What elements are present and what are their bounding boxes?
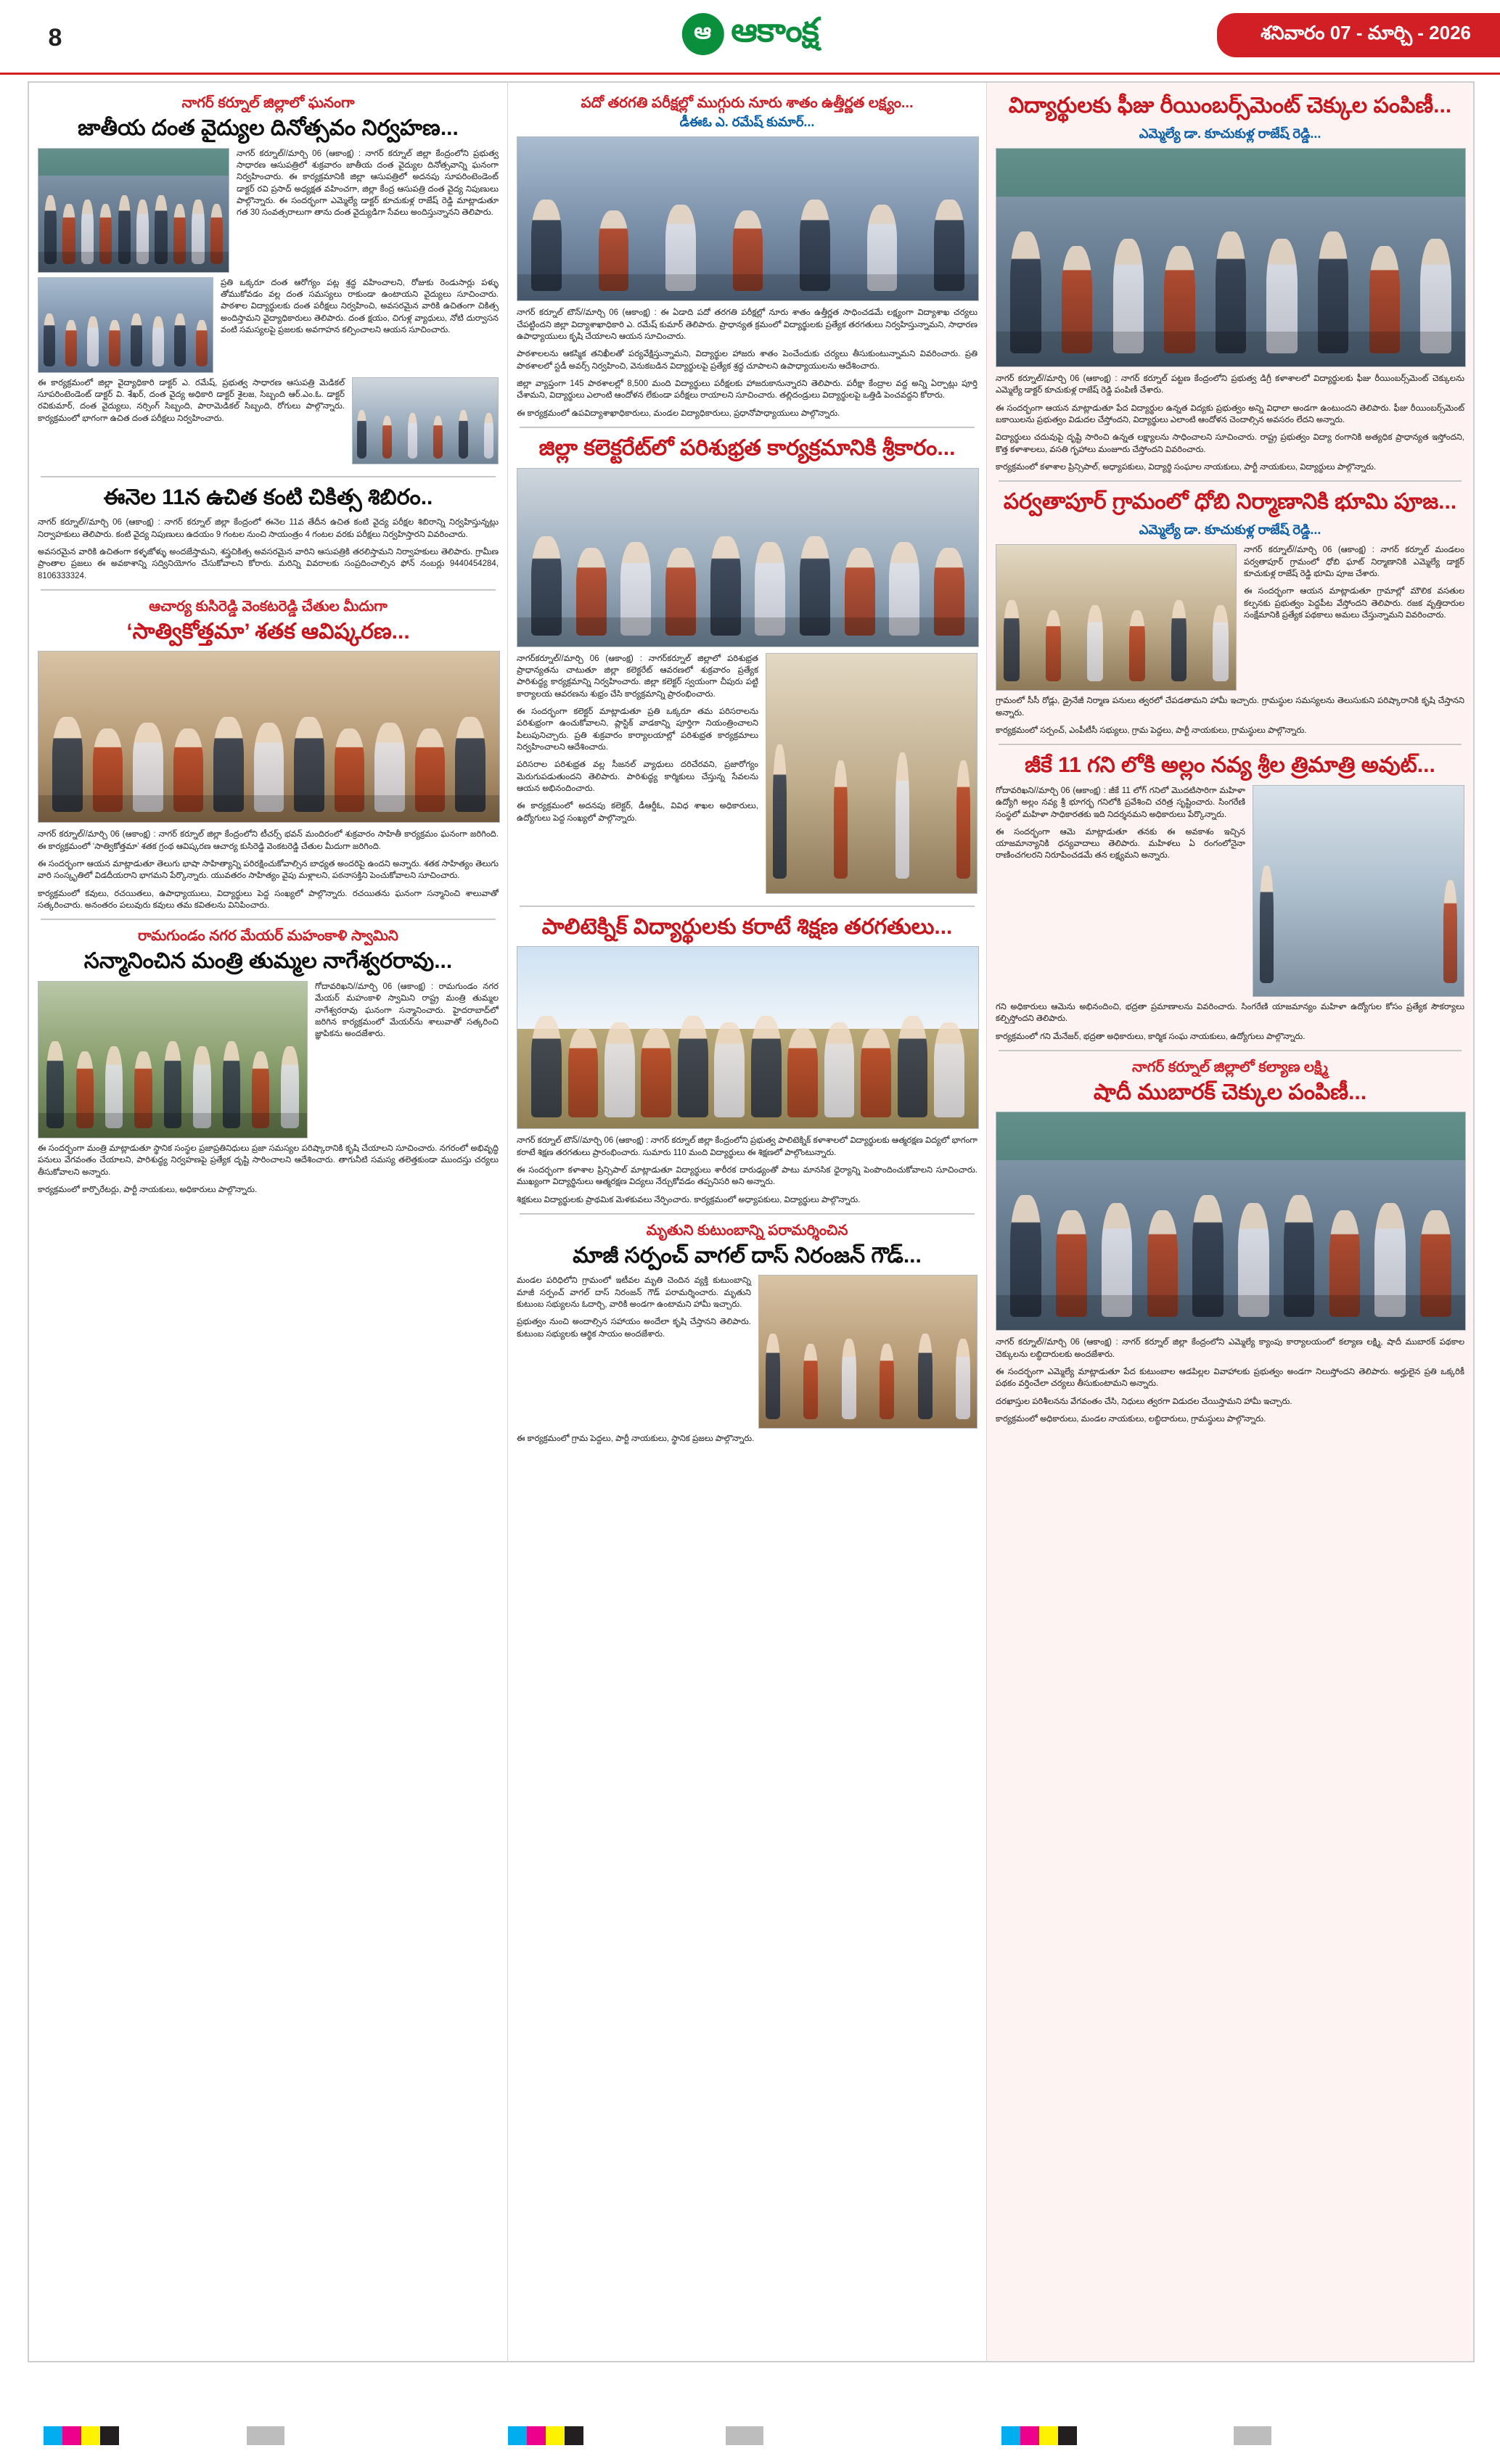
article-paragraph: ఈ కార్యక్రమంలో గ్రామ పెద్దలు, పార్టీ నాయకులు, స్థానిక ప్రజలు పాల్గొన్నారు. <box>517 1434 755 1444</box>
swatch-grey <box>1234 2426 1253 2445</box>
article-headline: పాలిటెక్నిక్ విద్యార్థులకు కరాటే శిక్షణ తరగతులు... <box>541 914 953 939</box>
article-fee-reimbursement <box>996 93 1464 473</box>
article-kicker: పదో తరగతి పరీక్షల్లో ముగ్గురు నూరు శాతం ఉత్తీర్ణత లక్ష్యం... <box>581 95 914 111</box>
article-paragraph: నాగర్ కర్నూల్ టౌన్//మార్చి 06 (ఆకాంక్ష) : ఈ ఏడాది పదో తరగతి పరీక్షల్లో నూరు శాతం ఉత్తీర్ణత సాధించడమే లక్ష్యంగా విద్యాశాఖ చర్యలు చేపట్టిందని జిల్లా విద్యాశాఖాధికారి ఎ. రమేష్ కుమార్ తెలిపారు. ప్రాధాన్యత క్రమంలో విద్యార్థులకు ప్రత్యేక తరగతులు నిర్వహిస్తున్నామని, సాధారణ ఉపాధ్యాయులు కృషి చేయాలని ఆయన సూచించారు. <box>517 308 978 342</box>
fee-cheque-distribution-photo <box>996 148 1466 367</box>
article-paragraph: మండల పరిధిలోని గ్రామంలో ఇటీవల మృతి చెందిన వ్యక్తి కుటుంబాన్ని మాజీ సర్పంచ్ వాగల్ దాస్ నిరంజన్ గౌడ్ పరామర్శించారు. మృతుని కుటుంబ సభ్యులను ఓదార్చి, వారికి అండగా ఉంటామని హామీ ఇచ్చారు. <box>517 1276 751 1310</box>
article-headline: ఈనెల 11న ఉచిత కంటి చికిత్స శిబిరం.. <box>103 485 433 509</box>
article-paragraph: ఈ సందర్భంగా ఆయన మాట్లాడుతూ గ్రామాల్లో మౌలిక వసతుల కల్పనకు ప్రభుత్వం పెద్దపీట వేస్తోందని తెలిపారు. రజక వృత్తిదారుల సంక్షేమానికి ప్రత్యేక పథకాలు అమలు చేస్తున్నామని వివరించారు. <box>1244 587 1464 620</box>
article-paragraph: నాగర్ కర్నూల్//మార్చి 06 (ఆకాంక్ష) : నాగర్ కర్నూల్ జిల్లా కేంద్రంలోని ప్రభుత్వ సాధారణ ఆసుపత్రిలో శుక్రవారం జాతీయ దంత వైద్యుల దినోత్సవాన్ని ఘనంగా నిర్వహించారు. ఈ కార్యక్రమానికి జిల్లా ఆసుపత్రిలో అదనపు సూపరింటెండెంట్ డాక్టర్ రవి ప్రసాద్ అధ్యక్షత వహించగా, జిల్లా కేంద్ర ఆసుపత్రి దంత వైద్య నిపుణులు పాల్గొన్నారు. ఈ సందర్భంగా ఎమ్మెల్యే డాక్టర్ కూచుకుళ్ల రాజేష్ రెడ్డి మాట్లాడుతూ గత 30 సంవత్సరాలుగా తాను దంత వైద్యుడిగా సేవలు అందిస్తున్నానని తెలిపారు. <box>237 149 499 218</box>
divider <box>999 744 1462 745</box>
divider <box>41 476 496 477</box>
column-2 <box>508 83 987 2361</box>
color-bar-group <box>247 2426 284 2445</box>
article-condolence-visit <box>517 1222 978 1445</box>
divider <box>41 589 496 591</box>
publication-name: ఆకాంక్ష <box>731 11 819 49</box>
swatch-black <box>100 2426 119 2445</box>
article-paragraph: ఈ కార్యక్రమంలో అదనపు కలెక్టర్, డీఆర్డీఓ, వివిధ శాఖల అధికారులు, ఉద్యోగులు పెద్ద సంఖ్యలో పాల్గొన్నారు. <box>517 802 758 823</box>
page-number: 8 <box>35 19 75 57</box>
divider <box>999 480 1462 482</box>
divider <box>520 427 975 428</box>
article-paragraph: జిల్లా వ్యాప్తంగా 145 పాఠశాలల్లో 8,500 మంది విద్యార్థులు పరీక్షలకు హాజరుకానున్నారని తెలిపారు. పరీక్షా కేంద్రాల వద్ద అన్ని ఏర్పాట్లు పూర్తి చేశామని, విద్యార్థులు ఎలాంటి ఆందోళన లేకుండా పరీక్షలు రాయాలని సూచించారు. తల్లిదండ్రులు విద్యార్థులపై ఒత్తిడి పెంచవద్దని కోరారు. <box>517 379 978 401</box>
logo-mark-icon: ఆ <box>681 13 724 55</box>
article-paragraph: కార్యక్రమంలో కవులు, రచయితలు, ఉపాధ్యాయులు, విద్యార్థులు పెద్ద సంఖ్యలో పాల్గొన్నారు. రచయితను ఘనంగా సన్మానించి శాలువాతో సత్కరించారు. అనంతరం పలువురు కవులు తమ కవితలను వినిపించారు. <box>38 889 499 911</box>
divider <box>520 1213 975 1215</box>
article-paragraph: ఈ సందర్భంగా ఆయన మాట్లాడుతూ తెలుగు భాషా సాహిత్యాన్ని పరిరక్షించుకోవాల్సిన బాధ్యత అందరిపై ఉందని అన్నారు. శతక సాహిత్యం తెలుగు వారి సంస్కృతిలో విడదీయరాని భాగమని పేర్కొన్నారు. యువతరం సాహిత్యం వైపు మళ్లాలని, పఠనాసక్తిని పెంచుకోవాలని సూచించారు. <box>38 860 499 881</box>
bhoomi-puja-photo <box>996 544 1237 691</box>
article-paragraph: కార్యక్రమంలో గని మేనేజర్, భద్రతా అధికారులు, కార్మిక సంఘ నాయకులు, ఉద్యోగులు పాల్గొన్నారు. <box>996 1032 1306 1041</box>
swatch-yellow <box>81 2426 100 2445</box>
woman-miner-photo <box>1253 785 1464 997</box>
color-bar-group <box>1001 2426 1077 2445</box>
article-headline: జిల్లా కలెక్టరేట్‌లో పరిశుభ్రత కార్యక్రమానికి శ్రీకారం... <box>538 436 956 461</box>
article-headline: మాజీ సర్పంచ్ వాగల్ దాస్ నిరంజన్ గౌడ్... <box>573 1243 922 1268</box>
article-headline: విద్యార్థులకు ఫీజు రీయింబర్స్‌మెంట్ చెక్కుల పంపిణీ... <box>1008 94 1452 118</box>
article-headline: సన్మానించిన మంత్రి తుమ్మల నాగేశ్వరరావు... <box>83 949 453 974</box>
article-paragraph: పాఠశాలలను ఆకస్మిక తనిఖీలతో పర్యవేక్షిస్తున్నామని, విద్యార్థుల హాజరు శాతం పెంచేందుకు చర్యలు తీసుకుంటున్నామని వివరించారు. ప్రతి పాఠశాలలో స్టడీ అవర్స్ నిర్వహించి, వెనుకబడిన విద్యార్థులపై ప్రత్యేక శ్రద్ధ చూపాలని ఉపాధ్యాయులను ఆదేశించారు. <box>517 350 978 371</box>
article-paragraph: ఈ సందర్భంగా కళాశాల ప్రిన్సిపాల్ మాట్లాడుతూ విద్యార్థులు శారీరక దారుఢ్యంతో పాటు మానసిక ధైర్యాన్ని పెంపొందించుకోవాలని సూచించారు. ముఖ్యంగా విద్యార్థినులు ఆత్మరక్షణ విద్యలు నేర్చుకోవడం తప్పనిసరి అని అన్నారు. <box>517 1165 978 1187</box>
article-paragraph: కార్యక్రమంలో అధికారులు, మండల నాయకులు, లబ్ధిదారులు, గ్రామస్థులు పాల్గొన్నారు. <box>996 1415 1266 1424</box>
article-collectorate-cleanliness <box>517 435 978 898</box>
article-paragraph: గోదావరిఖని//మార్చి 06 (ఆకాంక్ష) : జీకే 11 లోగ్ గనిలో మొదటిసారిగా మహిళా ఉద్యోగి అల్లం నవ్య శ్రీ భూగర్భ గనిలోకి ప్రవేశించి చరిత్ర సృష్టించారు. సింగరేణి సంస్థలో మహిళా సాధికారతకు ఇది నిదర్శనమని అధికారులు పేర్కొన్నారు. <box>996 786 1245 819</box>
swatch-grey <box>745 2426 763 2445</box>
swatch-cyan <box>1001 2426 1020 2445</box>
article-paragraph: ప్రతి ఒక్కరూ దంత ఆరోగ్యం పట్ల శ్రద్ధ వహించాలని, రోజుకు రెండుసార్లు పళ్ళు తోముకోవడం వల్ల దంత సమస్యలు రాకుండా ఉంటాయని వైద్యులు సూచించారు. పాఠశాల విద్యార్థులకు దంత పరీక్షలు నిర్వహించి, అవసరమైన వారికి ఉచితంగా చికిత్స అందిస్తామని వైద్యాధికారులు తెలిపారు. దంత క్షయం, చిగుళ్ల వ్యాధులు, నోటి దుర్వాసన వంటి సమస్యలపై ప్రజలకు అవగాహన కల్పించాలని ఆయన సూచించారు. <box>221 278 499 334</box>
article-paragraph: నాగర్ కర్నూల్//మార్చి 06 (ఆకాంక్ష) : నాగర్ కర్నూల్ పట్టణ కేంద్రంలోని ప్రభుత్వ డిగ్రీ కళాశాలలో విద్యార్థులకు ఫీజు రీయింబర్స్‌మెంట్ చెక్కులను ఎమ్మెల్యే డాక్టర్ కూచుకుళ్ల రాజేష్ రెడ్డి పంపిణీ చేశారు. <box>996 374 1464 395</box>
mayor-felicitation-photo <box>38 981 308 1138</box>
article-kicker: నాగర్ కర్నూల్ జిల్లాలో కల్యాణ లక్ష్మి <box>1132 1059 1328 1075</box>
article-paragraph: నాగర్ కర్నూల్ టౌన్//మార్చి 06 (ఆకాంక్ష) : నాగర్ కర్నూల్ జిల్లా కేంద్రంలోని ప్రభుత్వ పాలిటెక్నిక్ కళాశాలలో విద్యార్థులకు ఆత్మరక్షణ విద్యలో భాగంగా కరాటే శిక్షణ తరగతులు ప్రారంభించారు. సుమారు 110 మంది విద్యార్థులు ఈ శిక్షణలో పాల్గొంటున్నారు. <box>517 1136 978 1157</box>
swatch-cyan <box>44 2426 62 2445</box>
article-paragraph: నాగర్‌కర్నూల్//మార్చి 06 (ఆకాంక్ష) : నాగర్‌కర్నూల్ జిల్లాలో పరిశుభ్రత ప్రాధాన్యతను చాటుతూ జిల్లా కలెక్టరేట్ ఆవరణలో శుక్రవారం ప్రత్యేక పారిశుద్ధ్య కార్యక్రమాన్ని నిర్వహించారు. జిల్లా కలెక్టర్ స్వయంగా చీపురు పట్టి కార్యాలయ ఆవరణను శుభ్రం చేసి కార్యక్రమాన్ని ప్రారంభించారు. <box>517 654 758 699</box>
article-paragraph: కార్యక్రమంలో కార్పొరేటర్లు, పార్టీ నాయకులు, అధికారులు పాల్గొన్నారు. <box>38 1185 258 1194</box>
article-paragraph: ఈ కార్యక్రమంలో ఉపవిద్యాశాఖాధికారులు, మండల విద్యాధికారులు, ప్రధానోపాధ్యాయులు పాల్గొన్నారు. <box>517 408 840 418</box>
page-body <box>28 81 1475 2362</box>
divider <box>41 919 496 920</box>
swatch-yellow <box>546 2426 565 2445</box>
swatch-magenta <box>62 2426 81 2445</box>
article-paragraph: ఈ సందర్భంగా ఎమ్మెల్యే మాట్లాడుతూ పేద కుటుంబాల ఆడపిల్లల వివాహాలకు ప్రభుత్వం అండగా నిలుస్తోందని తెలిపారు. అర్హులైన ప్రతి ఒక్కరికీ పథకం వర్తించేలా చర్యలు తీసుకుంటామని అన్నారు. <box>996 1368 1464 1389</box>
column-3 <box>987 83 1473 2361</box>
deo-classroom-photo <box>517 136 979 301</box>
article-paragraph: అవసరమైన వారికి ఉచితంగా కళ్ళజోళ్ళు అందజేస్తామని, శస్త్రచికిత్స అవసరమైన వారిని ఆసుపత్రికి తరలిస్తామని నిర్వాహకులు తెలిపారు. గ్రామీణ ప్రాంతాల ప్రజలు ఈ అవకాశాన్ని సద్వినియోగం చేసుకోవాలని కోరారు. మరిన్ని వివరాలకు సంప్రదించాల్సిన ఫోన్ నంబర్లు 9440454284, 8106333324. <box>38 547 499 580</box>
article-subline: ఎమ్మెల్యే డా. కూచుకుళ్ల రాజేష్ రెడ్డి... <box>1139 126 1321 141</box>
print-registration-bars <box>0 2386 1500 2464</box>
article-paragraph: దరఖాస్తుల పరిశీలనను వేగవంతం చేసి, నిధులు త్వరగా విడుదల చేయిస్తామని హామీ ఇచ్చారు. <box>996 1397 1292 1406</box>
article-paragraph: ఈ సందర్భంగా ఆయన మాట్లాడుతూ పేద విద్యార్థుల ఉన్నత విద్యకు ప్రభుత్వం అన్ని విధాలా అండగా ఉంటుందని తెలిపారు. ఫీజు రీయింబర్స్‌మెంట్ బకాయిలను ప్రభుత్వం విడుదల చేస్తోందని, విద్యార్థులు ఎలాంటి ఆందోళన చెందాల్సిన అవసరం లేదని అన్నారు. <box>996 403 1464 424</box>
book-release-photo <box>38 651 500 823</box>
article-paragraph: నాగర్ కర్నూల్//మార్చి 06 (ఆకాంక్ష) : నాగర్ కర్నూల్ మండలం పర్వతాపూర్ గ్రామంలో ధోబి ఘాట్ నిర్మాణానికి ఎమ్మెల్యే డాక్టర్ కూచుకుళ్ల రాజేష్ రెడ్డి భూమి పూజ చేశారు. <box>1244 546 1464 578</box>
article-kicker: మృతుని కుటుంబాన్ని పరామర్శించిన <box>646 1222 848 1239</box>
article-paragraph: గోదావరిఖని//మార్చి 06 (ఆకాంక్ష) : రామగుండం నగర మేయర్ మహంకాళి స్వామిని రాష్ట్ర మంత్రి తుమ్మల నాగేశ్వరరావు ఘనంగా సన్మానించారు. హైదరాబాద్‌లో జరిగిన కార్యక్రమంలో మేయర్‌ను శాలువాతో సత్కరించి జ్ఞాపికను అందజేశారు. <box>315 982 499 1039</box>
article-paragraph: ఈ కార్యక్రమంలో జిల్లా వైద్యాధికారి డాక్టర్ ఎ. రమేష్, ప్రభుత్వ సాధారణ ఆసుపత్రి మెడికల్ సూపరింటెండెంట్ డాక్టర్ వి. శేఖర్, దంత వైద్య అధికారి డాక్టర్ శైలజ, సిబ్బంది ఆర్.ఎం.ఓ. డాక్టర్ రవికుమార్, దంత వైద్యులు, నర్సింగ్ సిబ్బంది, పారామెడికల్ సిబ్బంది, రోగులు పాల్గొన్నారు. కార్యక్రమంలో భాగంగా ఉచిత దంత పరీక్షలు నిర్వహించారు. <box>38 378 345 423</box>
article-headline: ‘సాత్వికోత్తమా’ శతక ఆవిష్కరణ... <box>126 619 410 644</box>
article-mayor-felicitation <box>38 927 499 1196</box>
swatch-black <box>565 2426 583 2445</box>
article-paragraph: నాగర్ కర్నూల్//మార్చి 06 (ఆకాంక్ష) : నాగర్ కర్నూల్ జిల్లా కేంద్రంలోని టీచర్స్ భవన్ మందిరంలో శుక్రవారం సాహితీ కార్యక్రమం ఘనంగా జరిగింది. ఈ కార్యక్రమంలో ‘సాత్వికోత్తమా’ శతక గ్రంథ ఆవిష్కరణ ఆచార్య కుసిరెడ్డి వెంకటరెడ్డి చేతుల మీదుగా జరిగింది. <box>38 830 499 851</box>
kalyana-lakshmi-cheque-photo <box>996 1112 1466 1331</box>
swatch-magenta <box>527 2426 546 2445</box>
article-deo-tenth-class <box>517 94 978 419</box>
article-woman-miner <box>996 752 1464 1043</box>
article-bhoomi-puja <box>996 489 1464 736</box>
article-headline: పర్వతాపూర్ గ్రామంలో ధోబి నిర్మాణానికి భూమి పూజ... <box>1003 490 1457 514</box>
swatch-grey <box>247 2426 266 2445</box>
article-paragraph: నాగర్ కర్నూల్//మార్చి 06 (ఆకాంక్ష) : నాగర్ కర్నూల్ జిల్లా కేంద్రంలోని ఎమ్మెల్యే క్యాంపు కార్యాలయంలో కల్యాణ లక్ష్మి, షాదీ ముబారక్ పథకాల చెక్కులను లబ్ధిదారులకు అందజేశారు. <box>996 1338 1464 1359</box>
article-paragraph: ఈ సందర్భంగా కలెక్టర్ మాట్లాడుతూ ప్రతి ఒక్కరూ తమ పరిసరాలను పరిశుభ్రంగా ఉంచుకోవాలని, ప్లాస్టిక్ వాడకాన్ని పూర్తిగా నియంత్రించాలని పిలుపునిచ్చారు. ప్రతి శుక్రవారం కార్యాలయాల్లో పరిశుభ్రత కార్యక్రమాలు నిర్వహించాలని ఆదేశించారు. <box>517 707 758 752</box>
article-headline: జీకే 11 గని లోకి అల్లం నవ్య శ్రీల త్రిమాత్రి అవుట్... <box>1025 753 1435 778</box>
article-paragraph: కార్యక్రమంలో సర్పంచ్, ఎంపీటీసీ సభ్యులు, గ్రామ పెద్దలు, పార్టీ నాయకులు, గ్రామస్థులు పాల్గొన్నారు. <box>996 726 1307 735</box>
color-bar-group <box>726 2426 763 2445</box>
article-paragraph: విద్యార్థులు చదువుపై దృష్టి సారించి ఉన్నత లక్ష్యాలను సాధించాలని సూచించారు. రాష్ట్ర ప్రభుత్వం విద్యా రంగానికి అత్యధిక ప్రాధాన్యత ఇస్తోందని, కొత్త కళాశాలలు, వసతి గృహాలు మంజూరు చేస్తోందని వివరించారు. <box>996 433 1464 454</box>
swatch-magenta <box>1020 2426 1039 2445</box>
article-subline: ఎమ్మెల్యే డా. కూచుకుళ్ల రాజేష్ రెడ్డి... <box>1139 522 1321 537</box>
karate-training-photo <box>517 946 979 1129</box>
color-bar-group <box>508 2426 583 2445</box>
color-bar-group <box>1234 2426 1271 2445</box>
article-dental-day <box>38 94 499 469</box>
divider <box>999 1050 1462 1051</box>
article-paragraph: ఈ సందర్భంగా ఆమె మాట్లాడుతూ తనకు ఈ అవకాశం ఇచ్చిన యాజమాన్యానికి ధన్యవాదాలు తెలిపారు. మహిళలు ఏ రంగంలోనైనా రాణించగలరని నిరూపించడమే తన లక్ష్యమని అన్నారు. <box>996 827 1245 861</box>
masthead <box>0 0 1500 75</box>
publication-logo <box>681 10 818 58</box>
article-kicker: నాగర్ కర్నూల్ జిల్లాలో ఘనంగా <box>181 95 355 111</box>
swatch-grey <box>266 2426 284 2445</box>
article-eye-camp <box>38 485 499 582</box>
article-kicker: రామగుండం నగర మేయర్ మహంకాళి స్వామిని <box>138 928 398 945</box>
swatch-yellow <box>1039 2426 1058 2445</box>
dental-day-award-photo <box>352 377 499 464</box>
dental-day-stage-photo <box>38 148 229 273</box>
swatch-grey <box>726 2426 745 2445</box>
divider <box>520 905 975 907</box>
cleanliness-sweeping-photo <box>766 653 978 894</box>
color-bar-group <box>44 2426 119 2445</box>
swatch-black <box>1058 2426 1077 2445</box>
article-paragraph: శిక్షకులు విద్యార్థులకు ప్రాథమిక మెళకువలు నేర్పించారు. కార్యక్రమంలో అధ్యాపకులు, విద్యార్థులు పాల్గొన్నారు. <box>517 1195 861 1204</box>
article-paragraph: ప్రభుత్వం నుంచి అందాల్సిన సహాయం అందేలా కృషి చేస్తానని తెలిపారు. కుటుంబ సభ్యులకు ఆర్థిక సాయం అందజేశారు. <box>517 1318 751 1339</box>
dental-day-group-photo <box>38 277 213 373</box>
article-headline: షాదీ ముబారక్ చెక్కుల పంపిణీ... <box>1093 1080 1367 1104</box>
article-karate-training <box>517 914 978 1206</box>
column-1 <box>29 83 508 2361</box>
article-paragraph: నాగర్ కర్నూల్//మార్చి 06 (ఆకాంక్ష) : నాగర్ కర్నూల్ జిల్లా కేంద్రంలో ఈనెల 11వ తేదీన ఉచిత కంటి వైద్య పరీక్షల శిబిరాన్ని నిర్వహిస్తున్నట్లు నిర్వాహకులు తెలిపారు. కంటి వైద్య నిపుణులు ఉదయం 9 గంటల నుంచి సాయంత్రం 4 గంటల వరకు పరీక్షలు నిర్వహిస్తారని వివరించారు. <box>38 518 499 539</box>
article-paragraph: కార్యక్రమంలో కళాశాల ప్రిన్సిపాల్, అధ్యాపకులు, విద్యార్థి సంఘాల నాయకులు, పార్టీ నాయకులు, విద్యార్థులు పాల్గొన్నారు. <box>996 462 1377 472</box>
collectorate-cleanliness-photo <box>517 468 979 647</box>
article-paragraph: ఈ సందర్భంగా మంత్రి మాట్లాడుతూ స్థానిక సంస్థల ప్రజాప్రతినిధులు ప్రజా సమస్యల పరిష్కారానికి కృషి చేయాలని సూచించారు. నగరంలో అభివృద్ధి పనులు వేగవంతం చేయాలని, పారిశుద్ధ్య నిర్వహణపై ప్రత్యేక దృష్టి సారించాలని ఆదేశించారు. తాగునీటి సమస్య తలెత్తకుండా ముందస్తు చర్యలు తీసుకోవాలని అన్నారు. <box>38 1143 499 1177</box>
issue-date-badge: శనివారం 07 - మార్చి - 2026 <box>1217 13 1500 57</box>
article-headline: జాతీయ దంత వైద్యుల దినోత్సవం నిర్వహణ... <box>78 116 459 140</box>
swatch-cyan <box>508 2426 527 2445</box>
swatch-grey <box>1253 2426 1271 2445</box>
article-subline: డీఈఓ ఎ. రమేష్ కుమార్... <box>679 115 815 129</box>
article-kalyana-lakshmi <box>996 1059 1464 1426</box>
article-book-release <box>38 598 499 912</box>
article-paragraph: పరిసరాల పరిశుభ్రత వల్ల సీజనల్ వ్యాధులు దరిచేరవని, ప్రజారోగ్యం మెరుగుపడుతుందని తెలిపారు. పారిశుద్ధ్య కార్మికులు చేస్తున్న సేవలను ఆయన అభినందించారు. <box>517 760 758 793</box>
article-kicker: ఆచార్య కుసిరెడ్డి వెంకటరెడ్డి చేతుల మీదుగా <box>149 598 388 615</box>
condolence-visit-photo <box>758 1275 978 1429</box>
article-paragraph: గ్రామంలో సీసీ రోడ్లు, డ్రైనేజీ నిర్మాణ పనులు త్వరలో చేపడతామని హామీ ఇచ్చారు. గ్రామస్థుల సమస్యలను తెలుసుకుని పరిష్కారానికి కృషి చేస్తానని అన్నారు. <box>996 697 1464 718</box>
article-paragraph: గని అధికారులు ఆమెను అభినందించి, భద్రతా ప్రమాణాలను వివరించారు. సింగరేణి యాజమాన్యం మహిళా ఉద్యోగుల కోసం ప్రత్యేక సౌకర్యాలు కల్పిస్తోందని తెలిపారు. <box>996 1002 1464 1024</box>
